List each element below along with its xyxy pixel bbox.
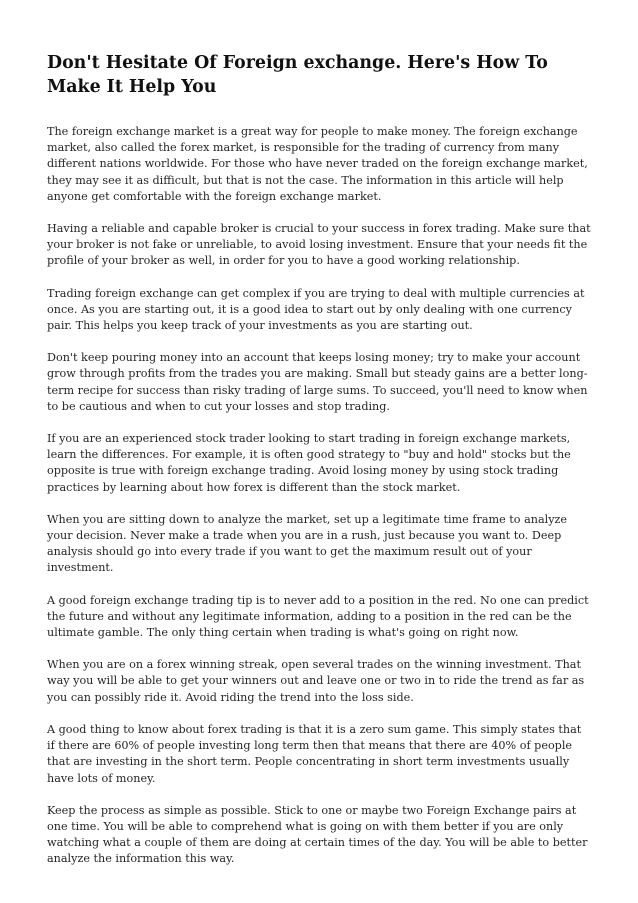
- paragraph-5: If you are an experienced stock trader looking to start trading in foreign exchange markets, learn the differences. For example, it is often good strategy to "buy and hold" stocks but the opposite is true with foreign exchange trading. Avoid losing money by using stock trading practices by learning about how forex is different than the stock market.: [47, 432, 571, 494]
- paragraph-1: The foreign exchange market is a great way for people to make money. The foreign exchange market, also called the forex market, is responsible for the trading of currency from many different nations worldwide. For those who have never traded on the foreign exchange market, they may see it as difficult, but that is not the case. The information in this article will help anyone get comfortable with the foreign exchange market.: [47, 125, 588, 203]
- paragraph-9: A good thing to know about forex trading is that it is a zero sum game. This simply states that if there are 60% of people investing long term then that means that there are 40% of people that are investing in the short term. People concentrating in short term investments usually have lots of money.: [47, 722, 582, 785]
- paragraph-4: Don't keep pouring money into an account that keeps losing money; try to make your account grow through profits from the trades you are making. Small but steady gains are a better long-term recipe for success than risky trading of large sums. To succeed, you'll need to know when to be cautious and when to cut your losses and stop trading.: [47, 351, 588, 413]
- paragraph-6: When you are sitting down to analyze the market, set up a legitimate time frame to analyze your decision. Never make a trade when you are in a rush, just because you want to. Deep analysis should go into every trade if you want to get the maximum result out of your investment.: [47, 512, 568, 575]
- paragraph-7: A good foreign exchange trading tip is to never add to a position in the red. No one can predict the future and without any legitimate information, adding to a position in the red can be the ultimate gamble. The only thing certain when trading is what's going on right now.: [47, 593, 589, 640]
- document-title: Don't Hesitate Of Foreign exchange. Here's How To Make It Help You: [47, 53, 548, 97]
- paragraph-3: Trading foreign exchange can get complex if you are trying to deal with multiple currencies at once. As you are starting out, it is a good idea to start out by only dealing with one currency pair. This helps you keep track of your investments as you are starting out.: [47, 286, 585, 333]
- paragraph-2: Having a reliable and capable broker is crucial to your success in forex trading. Make sure that your broker is not fake or unreliable, to avoid losing investment. Ensure that your needs fit the profile of your broker as well, in order for you to have a good working relationship.: [47, 222, 591, 268]
- document-page: [47, 52, 592, 884]
- paragraph-8: When you are on a forex winning streak, open several trades on the winning investment. That way you will be able to get your winners out and leave one or two in to ride the trend as far as you can possibly ride it. Avoid riding the trend into the loss side.: [47, 658, 585, 704]
- paragraph-10: Keep the process as simple as possible. Stick to one or maybe two Foreign Exchange pairs at one time. You will be able to comprehend what is going on with them better if you are only watching what a couple of them are doing at certain times of the day. You will be able to better analyze the information this way.: [47, 803, 588, 866]
